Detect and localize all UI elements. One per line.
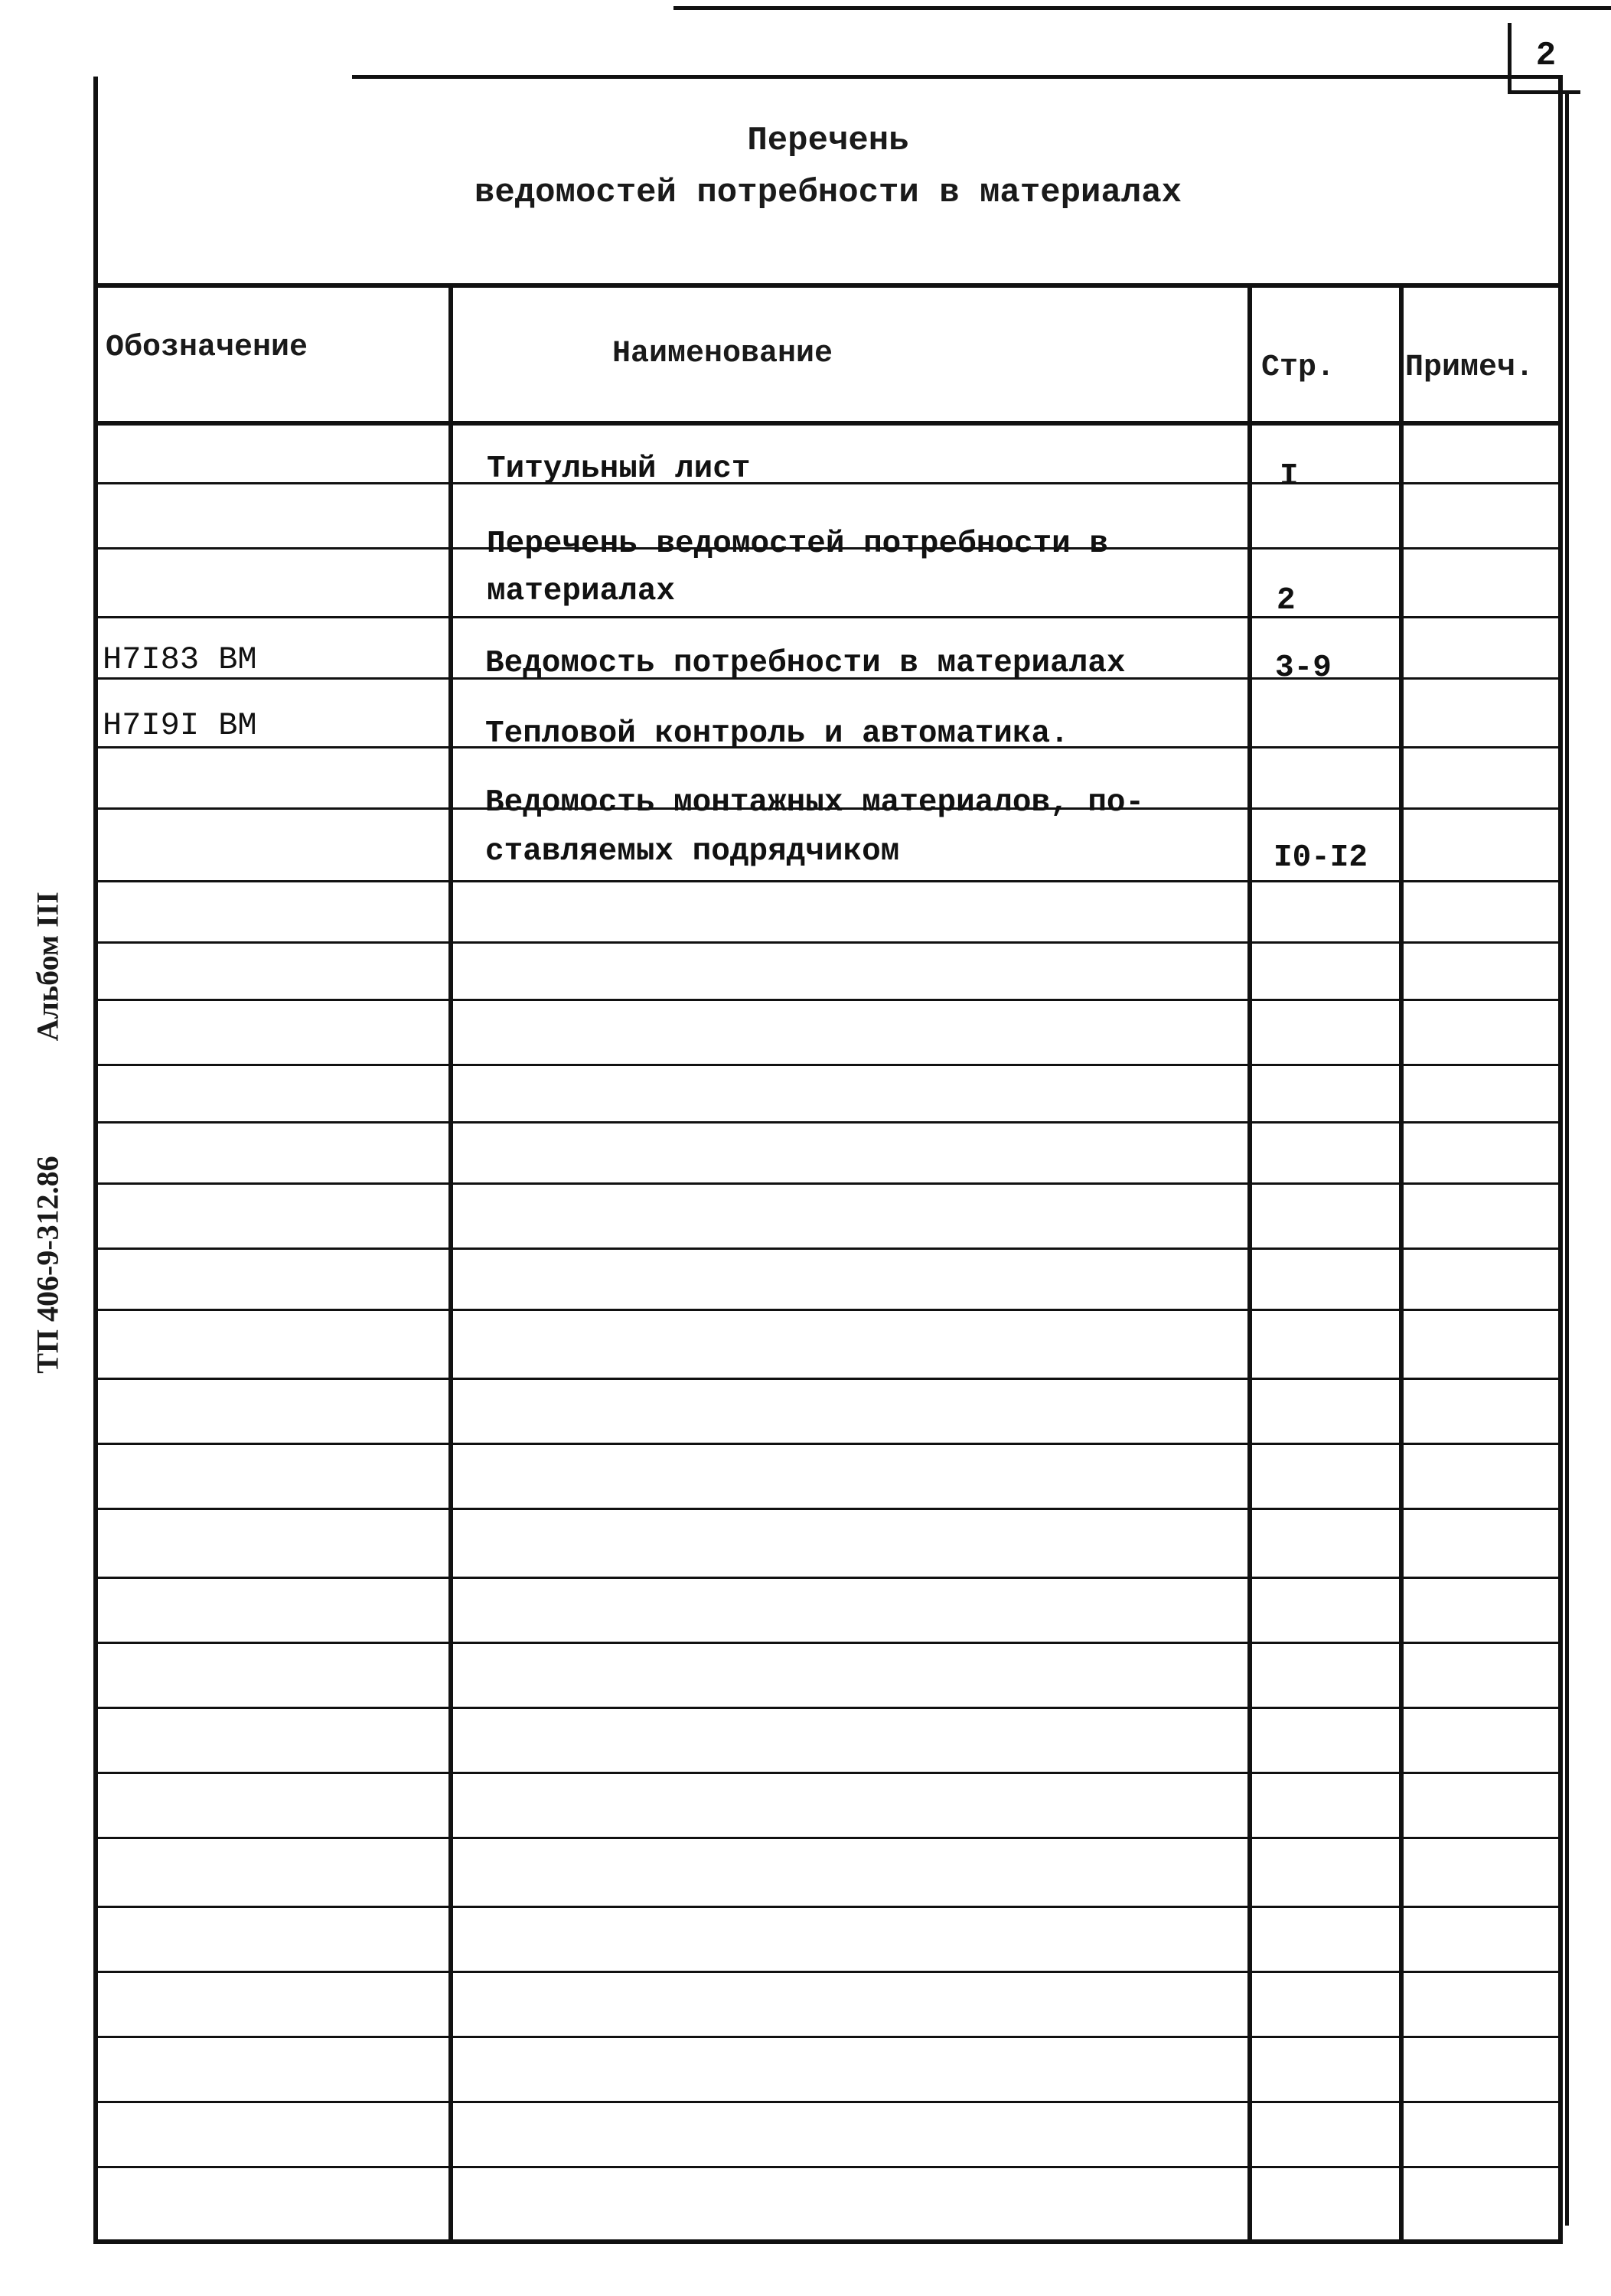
row-rule <box>98 1443 1558 1445</box>
row-3-name: Ведомость потребности в материалах <box>485 646 1126 681</box>
row-rule <box>98 1707 1558 1709</box>
document-title <box>98 115 1558 219</box>
top-border-line <box>673 6 1611 10</box>
header-designation: Обозначение <box>106 331 308 365</box>
row-rule <box>98 1182 1558 1185</box>
row-rule <box>98 999 1558 1001</box>
title-line-2: ведомостей потребности в материалах <box>474 174 1182 212</box>
row-rule <box>98 2101 1558 2103</box>
row-rule <box>98 941 1558 944</box>
row-rule <box>98 482 1558 484</box>
row-2-name-line-2: материалах <box>487 574 676 609</box>
page-number: 2 <box>1535 37 1557 75</box>
title-line-1: Перечень <box>747 122 909 160</box>
row-rule <box>98 1121 1558 1124</box>
header-page: Стр. <box>1261 351 1335 385</box>
row-3-page: 3-9 <box>1275 651 1332 686</box>
project-code: ТП 406-9-312.86 <box>30 1156 65 1374</box>
row-rule <box>98 1508 1558 1510</box>
header-note: Примеч. <box>1405 351 1534 385</box>
row-rule <box>98 1309 1558 1311</box>
row-5-name-line-2: ставляемых подрядчиком <box>485 834 900 869</box>
side-stamp <box>30 892 66 1374</box>
row-rule <box>98 1642 1558 1644</box>
row-rule <box>98 1837 1558 1839</box>
row-rule <box>98 1064 1558 1066</box>
row-2-name-line-1: Перечень ведомостей потребности в <box>487 527 1108 562</box>
frame-outer-right-line <box>1565 90 1569 2226</box>
row-4-name: Тепловой контроль и автоматика. <box>485 716 1069 752</box>
column-divider-1 <box>448 288 453 2239</box>
row-3-designation: H7I83 ВМ <box>103 641 257 678</box>
column-divider-3 <box>1399 288 1404 2239</box>
row-rule <box>98 880 1558 882</box>
row-5-page: I0-I2 <box>1273 840 1368 876</box>
row-rule <box>98 1577 1558 1579</box>
row-5-name-line-1: Ведомость монтажных материалов, по- <box>485 785 1145 820</box>
title-separator <box>93 283 1563 288</box>
row-1-name: Титульный лист <box>487 452 751 487</box>
album-label: Альбом III <box>30 892 65 1042</box>
document-frame <box>93 77 1563 2244</box>
row-4-designation: H7I9I ВМ <box>103 707 257 744</box>
row-rule <box>98 1378 1558 1380</box>
header-name: Наименование <box>612 337 833 371</box>
row-rule <box>98 2166 1558 2168</box>
column-divider-2 <box>1247 288 1252 2239</box>
row-rule <box>98 1772 1558 1774</box>
row-rule <box>98 1906 1558 1908</box>
row-rule <box>98 616 1558 618</box>
row-rule <box>98 1971 1558 1973</box>
row-rule <box>98 1247 1558 1250</box>
row-2-page: 2 <box>1277 583 1296 618</box>
header-rule <box>98 421 1558 426</box>
row-1-page: I <box>1280 459 1299 494</box>
row-rule <box>98 2036 1558 2038</box>
